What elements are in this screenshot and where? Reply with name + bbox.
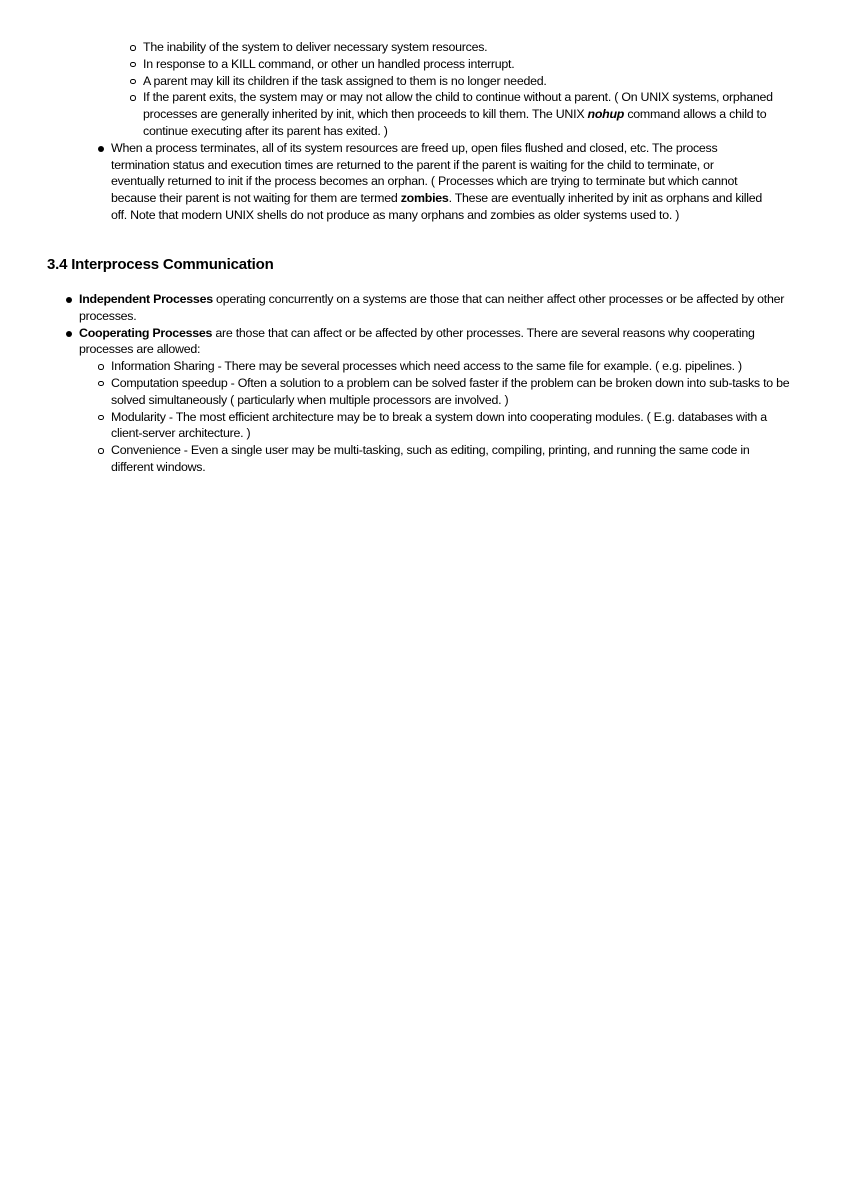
zombies-term: zombies	[400, 191, 449, 206]
list-item	[143, 39, 773, 56]
termination-text-end: . These are eventually inherited by init as orphans and killed off. Note that modern UNIX shells do not produce as many orphans and zombies as older systems used to. )	[111, 191, 763, 222]
parent-exit-text-end: command allows a child to continue executing after its parent has exited. )	[143, 107, 767, 138]
list-item-text: Computation speedup - Often a solution to a problem can be solved faster if the problem can be broken down into sub-tasks to be solved simultaneously ( particularly when multiple processors are involved. )	[111, 375, 790, 407]
cooperating-term: Cooperating Processes	[79, 325, 213, 340]
list-item-text: Modularity - The most efficient architecture may be to break a system down into cooperating modules. ( E.g. databases with a client-server architecture. )	[111, 409, 767, 441]
list-item	[111, 358, 794, 375]
parent-exit-text-start: If the parent exits, the system may or may not allow the child to continue without a parent. ( On UNIX systems, orphaned processes are generally inherited by init, which then proceeds to kill them. The UNIX	[143, 90, 773, 122]
independent-text: operating concurrently on a systems are those that can neither affect other processes or be affected by other processes.	[79, 292, 785, 323]
list-item	[111, 409, 794, 443]
list-item	[79, 291, 791, 325]
list-item-text: In response to a KILL command, or other un handled process interrupt.	[143, 56, 515, 71]
list-item-text: Information Sharing - There may be several processes which need access to the same file for example. ( e.g. pipelines. )	[111, 359, 742, 374]
independent-term: Independent Processes	[79, 292, 213, 306]
nohup-term: nohup	[587, 107, 625, 122]
cooperation-reasons-list	[111, 358, 794, 476]
section-heading: 3.4 Interprocess Communication	[47, 256, 274, 273]
termination-text-start: When a process terminates, all of its system resources are freed up, open files flushed and closed, etc. The process termination status and execution times are returned to the parent if the parent is waiting for the child to terminate, or eventually returned to init if the process becomes an orphan. ( Processes which are trying to terminate but which cannot because their parent is not waiting for them are termed	[111, 140, 738, 206]
list-item	[79, 325, 791, 476]
ipc-block	[0, 291, 800, 476]
process-types-list	[79, 291, 791, 476]
list-item-text: The inability of the system to deliver necessary system resources.	[143, 40, 488, 54]
list-item	[111, 442, 794, 476]
list-item	[111, 375, 794, 409]
list-item	[111, 140, 766, 224]
list-item	[143, 73, 773, 90]
list-item-text: Convenience - Even a single user may be multi-tasking, such as editing, compiling, printing, and running the same code in different windows.	[111, 443, 750, 474]
termination-sublist	[143, 39, 773, 140]
termination-list	[111, 140, 766, 224]
cooperating-text: are those that can affect or be affected by other processes. There are several reasons why cooperating processes are allowed:	[79, 325, 755, 357]
list-item	[143, 89, 773, 139]
termination-reasons-block	[0, 39, 800, 224]
list-item-text: A parent may kill its children if the task assigned to them is no longer needed.	[143, 73, 547, 88]
list-item	[143, 56, 773, 73]
